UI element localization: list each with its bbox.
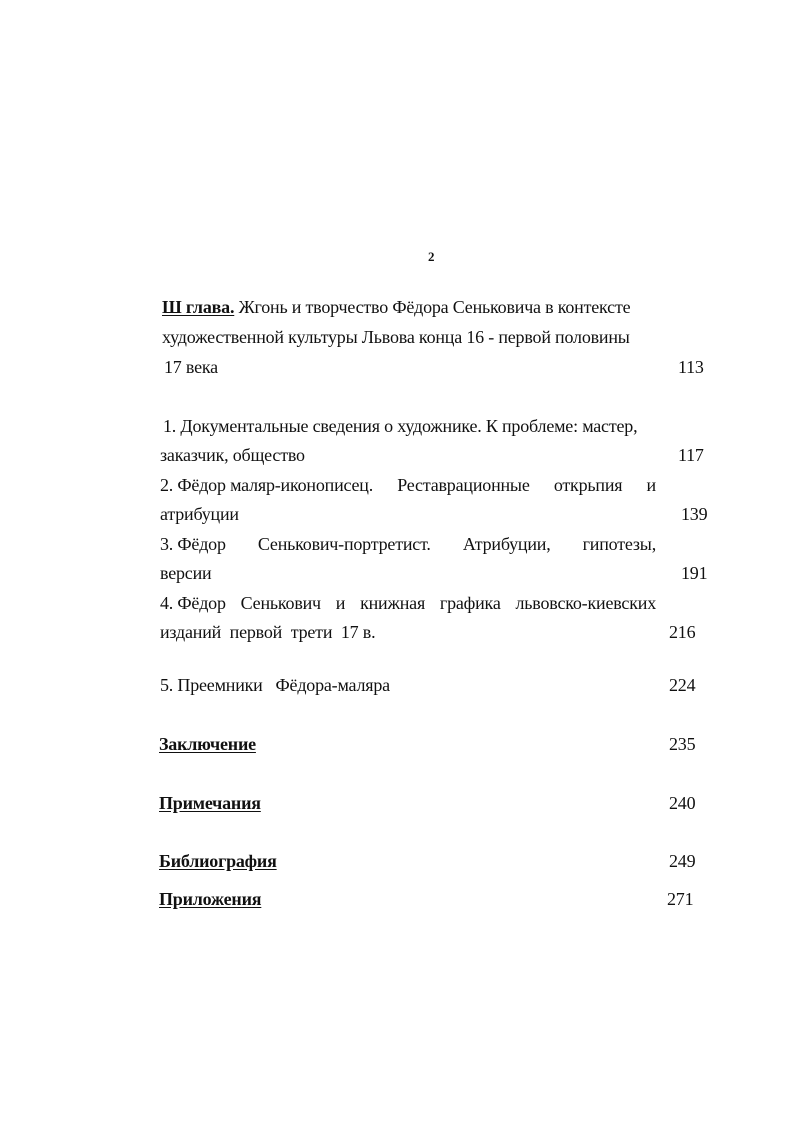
section-2-page: 139: [681, 504, 708, 524]
chapter-3-title-line-3: 17 века: [164, 357, 218, 377]
appendices-page: 271: [667, 889, 694, 909]
bibliography-heading: Библиография: [159, 851, 277, 871]
section-2-word: Реставрационные: [397, 475, 530, 495]
section-5-page: 224: [669, 675, 696, 695]
chapter-3-title-line-1: Жгонь и творчество Фёдора Сеньковича в контексте: [238, 297, 631, 317]
notes-page: 240: [669, 793, 696, 813]
section-3-title-line-2: версии: [160, 563, 212, 583]
appendices-heading: Приложения: [159, 889, 262, 909]
section-3-page: 191: [681, 563, 708, 583]
section-1-title-line-2: заказчик, общество: [160, 445, 305, 465]
section-3-word: Сенькович-портретист.: [257, 534, 431, 554]
notes-heading: Примечания: [159, 793, 261, 813]
bibliography-page: 249: [669, 851, 696, 871]
section-3-title-line-1: [160, 533, 656, 555]
chapter-3-page: 113: [678, 357, 704, 377]
conclusion-page: 235: [669, 734, 696, 754]
section-4-title-line-1: [160, 592, 656, 614]
section-4-title-line-2: изданий первой трети 17 в.: [160, 622, 376, 642]
section-4-word: книжная: [360, 593, 426, 613]
section-5-title: 5. Преемники Фёдора-маляра: [160, 675, 390, 695]
section-4-word: графика: [439, 593, 501, 613]
section-4-page: 216: [669, 622, 696, 642]
section-3-word: 3. Фёдор: [160, 534, 226, 554]
chapter-3-heading-line-1: [162, 296, 630, 318]
page-number: 2: [428, 249, 435, 264]
section-4-word: львовско-киевских: [515, 593, 656, 613]
section-1-title-line-1: 1. Документальные сведения о художнике. К проблеме: мастер,: [163, 416, 638, 436]
chapter-3-label: Ш глава.: [162, 297, 235, 317]
section-4-word: и: [335, 593, 346, 613]
section-4-word: 4. Фёдор: [160, 593, 226, 613]
chapter-3-title-line-2: художественной культуры Львова конца 16 - первой половины: [162, 327, 630, 347]
section-2-word: 2. Фёдор маляр-иконописец.: [160, 475, 374, 495]
section-3-word: Атрибуции,: [462, 534, 551, 554]
section-4-word: Сенькович: [240, 593, 321, 613]
section-2-word: открьпия: [553, 475, 623, 495]
conclusion-heading: Заключение: [159, 734, 256, 754]
section-1-page: 117: [678, 445, 704, 465]
section-2-title-line-2: атрибуции: [160, 504, 239, 524]
section-3-word: гипотезы,: [582, 534, 656, 554]
section-2-title-line-1: [160, 474, 656, 496]
section-2-word: и: [646, 475, 656, 495]
